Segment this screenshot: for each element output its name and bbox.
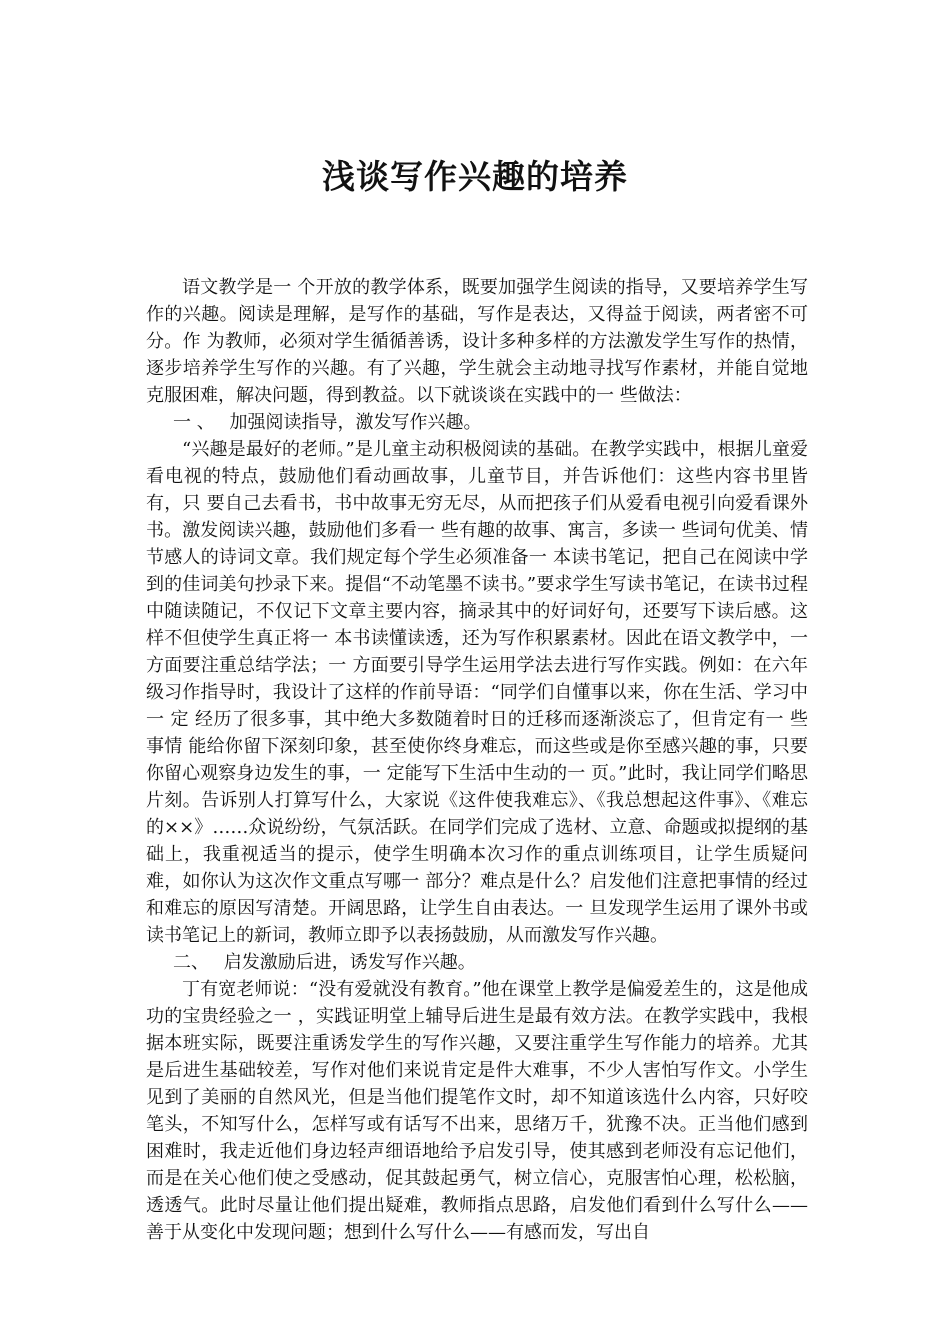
intro-paragraph: 语文教学是一 个开放的教学体系，既要加强学生阅读的指导，又要培养学生写作的兴趣。阅读是理解，是写作的基础，写作是表达，又得益于阅读，两者密不可分。作 为教师，必须对学生循循善诱，设计多种多样的方法激发学生写作的热情，逐步培养学生写作的兴趣。有了兴趣，学生就会主动地寻找写作素材，并能自觉地克服困难，解决问题，得到教益。以下就谈谈在实践中的一 些做法： [146,277,808,406]
section-1-paragraph: “兴趣是最好的老师。”是儿童主动积极阅读的基础。在教学实践中，根据儿童爱看电视的特点，鼓励他们看动画故事，儿童节目，并告诉他们：这些内容书里皆有，只 要自己去看书，书中故事无穷无尽，从而把孩子们从爱看电视引向爱看课外书。激发阅读兴趣，鼓励他们多看一 些有趣的故事、寓言，多读一 些词句优美、情节感人的诗词文章。我们规定每个学生必须准备一 本读书笔记，把自己在阅读中学到的佳词美句抄录下来。提倡“不动笔墨不读书。”要求学生写读书笔记，在读书过程中随读随记，不仅记下文章主要内容，摘录其中的好词好句，还要写下读后感。这样不但使学生真正将一 本书读懂读透，还为写作积累素材。因此在语文教学中，一 方面要注重总结学法；一 方面要引导学生运用学法去进行写作实践。例如：在六年级习作指导时，我设计了这样的作前导语：“同学们自懂事以来，你在生活、学习中一 定 经历了很多事，其中绝大多数随着时日的迁移而逐渐淡忘了，但肯定有一 些事情 能给你留下深刻印象，甚至使你终身难忘，而这些或是你至感兴趣的事，只要你留心观察身边发生的事，一 定能写下生活中生动的一 页。”此时，我让同学们略思片刻。告诉别人打算写什么，大家说《这件使我难忘》、《我总想起这件事》、《难忘的××》……众说纷纷，气氛活跃。在同学们完成了选材、立意、命题或拟提纲的基础上，我重视适当的提示，使学生明确本次习作的重点训练项目，让学生质疑问难，如你认为这次作文重点写哪一 部分？难点是什么？启发他们注意把事情的经过和难忘的原因写清楚。开阔思路，让学生自由表达。一 旦发现学生运用了课外书或读书笔记上的新词，教师立即予以表扬鼓励，从而激发写作兴趣。 [146,439,808,946]
document-body [146,274,808,1246]
document-title: 浅谈写作兴趣的培养 [322,157,628,196]
section-2-paragraph: 丁有宽老师说：“没有爱就没有教育。”他在课堂上教学是偏爱差生的，这是他成功的宝贵经验之一 ，实践证明堂上辅导后进生是最有效方法。在教学实践中，我根据本班实际，既要注重诱发学生的写作兴趣，又要注重学生写作能力的培养。尤其是后进生基础较差，写作对他们来说肯定是件大难事，不少人害怕写作文。小学生见到了美丽的自然风光，但是当他们提笔作文时，却不知道该选什么内容，只好咬笔头，不知写什么，怎样写或有话写不出来，思绪万千，犹豫不决。正当他们感到困难时，我走近他们身边轻声细语地给予启发引导，使其感到老师没有忘记他们，而是在关心他们使之受感动，促其鼓起勇气，树立信心，克服害怕心理，松松脑，透透气。此时尽量让他们提出疑难，教师指点思路，启发他们看到什么写什么——善于从变化中发现问题；想到什么写什么——有感而发，写出自 [146,979,808,1243]
section-heading-1: 一 、 加强阅读指导，激发写作兴趣。 [173,412,482,433]
section-heading-2: 二、 启发激励后进，诱发写作兴趣。 [173,952,476,973]
